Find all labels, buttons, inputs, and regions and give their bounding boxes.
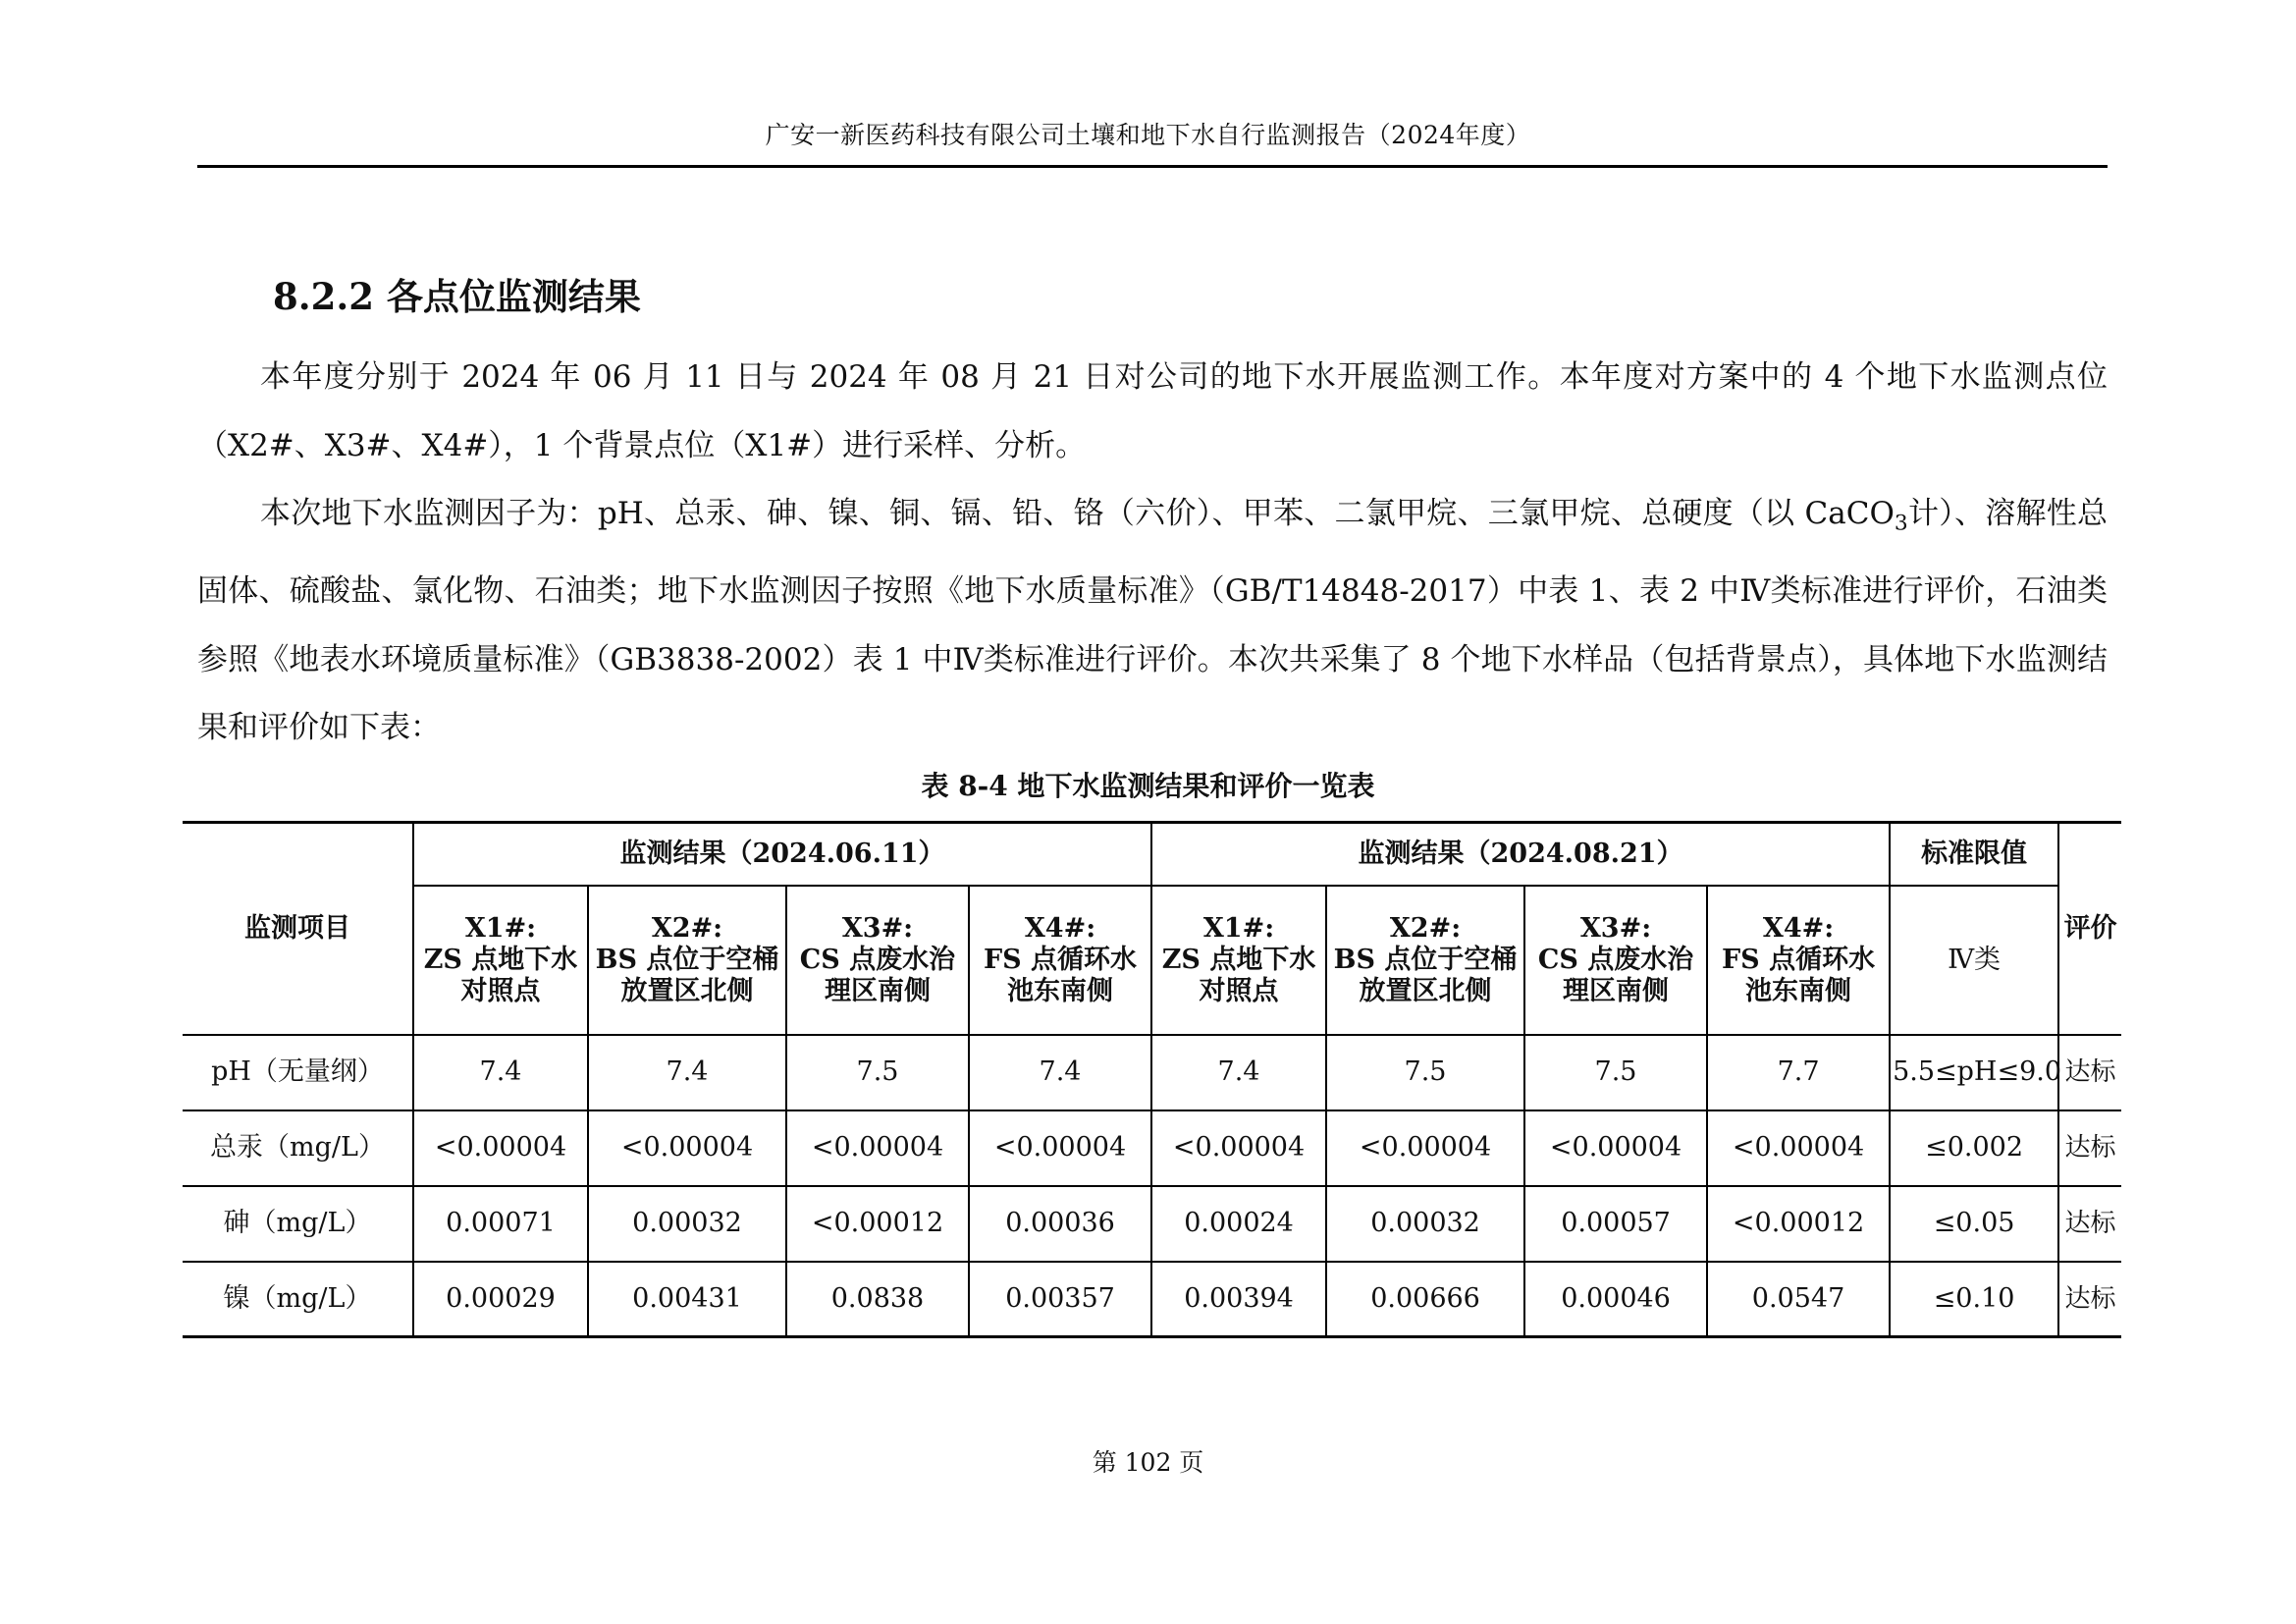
value-cell: 7.5 [1524, 1035, 1707, 1110]
standard-class-cell: Ⅳ类 [1890, 886, 2058, 1035]
table-row-arsenic [183, 1186, 2121, 1262]
site-desc: FS 点循环水池东南侧 [1722, 944, 1876, 1006]
value-cell: 0.00029 [413, 1262, 588, 1337]
factors-text-part1: 本次地下水监测因子为：pH、总汞、砷、镍、铜、镉、铅、铬（六价）、甲苯、二氯甲烷、三氯甲烷、总硬度（以 CaCO [260, 496, 1895, 531]
header-monitoring-item: 监测项目 [183, 823, 413, 1035]
site-header-x3 [1524, 886, 1707, 1035]
value-cell: 0.00024 [1151, 1186, 1326, 1262]
report-header-title: 广安一新医药科技有限公司土壤和地下水自行监测报告（2024年度） [765, 121, 1531, 149]
site-id: X3#: [841, 912, 914, 944]
site-id: X2#: [651, 912, 723, 944]
table-row-nickel [183, 1262, 2121, 1337]
site-id: X1#: [1202, 912, 1275, 944]
factors-text-part2: 计）、溶解性总固体、硫酸盐、氯化物、石油类；地下水监测因子按照《地下水质量标准》（GB/T14848-2017）中表 1、表 2 中Ⅳ类标准进行评价，石油类参照《地表水环境质量标准》（GB3838-2002）表 1 中Ⅳ类标准进行评价。本次共采集了 8 个地下水样品（包括背景点），具体地下水监测结果和评价如下表： [197, 496, 2109, 745]
value-cell: 7.4 [413, 1035, 588, 1110]
site-desc: FS 点循环水池东南侧 [983, 944, 1138, 1006]
site-header-x1 [413, 886, 588, 1035]
site-header-x3 [786, 886, 969, 1035]
value-cell: <0.00004 [1326, 1110, 1524, 1186]
table-caption: 表 8-4 地下水监测结果和评价一览表 [921, 770, 1375, 802]
limit-cell: ≤0.10 [1890, 1262, 2058, 1337]
value-cell: 7.7 [1707, 1035, 1890, 1110]
table-header-row-sites [183, 886, 2121, 1035]
value-cell: <0.00004 [413, 1110, 588, 1186]
section-heading: 8.2.2 各点位监测结果 [273, 275, 641, 318]
limit-cell: ≤0.002 [1890, 1110, 2058, 1186]
site-desc: CS 点废水治理区南侧 [799, 944, 956, 1006]
page-number: 第 102 页 [1092, 1448, 1204, 1477]
header-results-2024-08-21: 监测结果（2024.08.21） [1151, 823, 1890, 886]
table-row-mercury [183, 1110, 2121, 1186]
table-row-ph [183, 1035, 2121, 1110]
value-cell: 7.4 [588, 1035, 786, 1110]
header-results-2024-06-11: 监测结果（2024.06.11） [413, 823, 1151, 886]
value-cell: 0.00357 [969, 1262, 1151, 1337]
value-cell: <0.00004 [969, 1110, 1151, 1186]
evaluation-cell: 达标 [2058, 1262, 2121, 1337]
value-cell: 0.00071 [413, 1186, 588, 1262]
value-cell: <0.00004 [1707, 1110, 1890, 1186]
site-desc: ZS 点地下水对照点 [423, 944, 578, 1006]
value-cell: 0.00431 [588, 1262, 786, 1337]
site-desc: BS 点位于空桶放置区北侧 [1333, 944, 1518, 1006]
header-divider [197, 165, 2108, 168]
groundwater-results-table [183, 821, 2121, 1338]
value-cell: 0.0838 [786, 1262, 969, 1337]
table-header-row-groups [183, 823, 2121, 886]
value-cell: <0.00004 [1151, 1110, 1326, 1186]
value-cell: 0.0547 [1707, 1262, 1890, 1337]
paragraph-monitoring-factors [197, 480, 2108, 763]
header-evaluation: 评价 [2058, 823, 2121, 1035]
site-id: X4#: [1024, 912, 1096, 944]
value-cell: <0.00004 [588, 1110, 786, 1186]
limit-cell: ≤0.05 [1890, 1186, 2058, 1262]
site-desc: ZS 点地下水对照点 [1161, 944, 1316, 1006]
value-cell: 0.00032 [588, 1186, 786, 1262]
limit-cell: 5.5≤pH≤9.0 [1890, 1035, 2058, 1110]
caco3-subscript: 3 [1894, 511, 1908, 536]
value-cell: 0.00057 [1524, 1186, 1707, 1262]
value-cell: 7.5 [1326, 1035, 1524, 1110]
site-id: X3#: [1579, 912, 1652, 944]
value-cell: 7.5 [786, 1035, 969, 1110]
header-standard-limit: 标准限值 [1890, 823, 2058, 886]
site-desc: BS 点位于空桶放置区北侧 [595, 944, 779, 1006]
value-cell: 0.00666 [1326, 1262, 1524, 1337]
item-cell: 镍（mg/L） [183, 1262, 413, 1337]
site-header-x2 [1326, 886, 1524, 1035]
evaluation-cell: 达标 [2058, 1110, 2121, 1186]
evaluation-cell: 达标 [2058, 1186, 2121, 1262]
value-cell: <0.00004 [786, 1110, 969, 1186]
site-desc: CS 点废水治理区南侧 [1537, 944, 1694, 1006]
value-cell: 0.00036 [969, 1186, 1151, 1262]
evaluation-cell: 达标 [2058, 1035, 2121, 1110]
value-cell: 0.00032 [1326, 1186, 1524, 1262]
site-id: X2#: [1389, 912, 1462, 944]
value-cell: 7.4 [969, 1035, 1151, 1110]
site-header-x4 [969, 886, 1151, 1035]
site-id: X4#: [1762, 912, 1835, 944]
item-cell: pH（无量纲） [183, 1035, 413, 1110]
item-cell: 砷（mg/L） [183, 1186, 413, 1262]
site-header-x1 [1151, 886, 1326, 1035]
value-cell: 7.4 [1151, 1035, 1326, 1110]
site-header-x4 [1707, 886, 1890, 1035]
site-header-x2 [588, 886, 786, 1035]
paragraph-monitoring-overview: 本年度分别于 2024 年 06 月 11 日与 2024 年 08 月 21 日对公司的地下水开展监测工作。本年度对方案中的 4 个地下水监测点位（X2#、X3#、X4#），1 个背景点位（X1#）进行采样、分析。 [197, 359, 2108, 463]
value-cell: 0.00394 [1151, 1262, 1326, 1337]
site-id: X1#: [464, 912, 537, 944]
item-cell: 总汞（mg/L） [183, 1110, 413, 1186]
value-cell: 0.00046 [1524, 1262, 1707, 1337]
value-cell: <0.00012 [786, 1186, 969, 1262]
value-cell: <0.00012 [1707, 1186, 1890, 1262]
value-cell: <0.00004 [1524, 1110, 1707, 1186]
